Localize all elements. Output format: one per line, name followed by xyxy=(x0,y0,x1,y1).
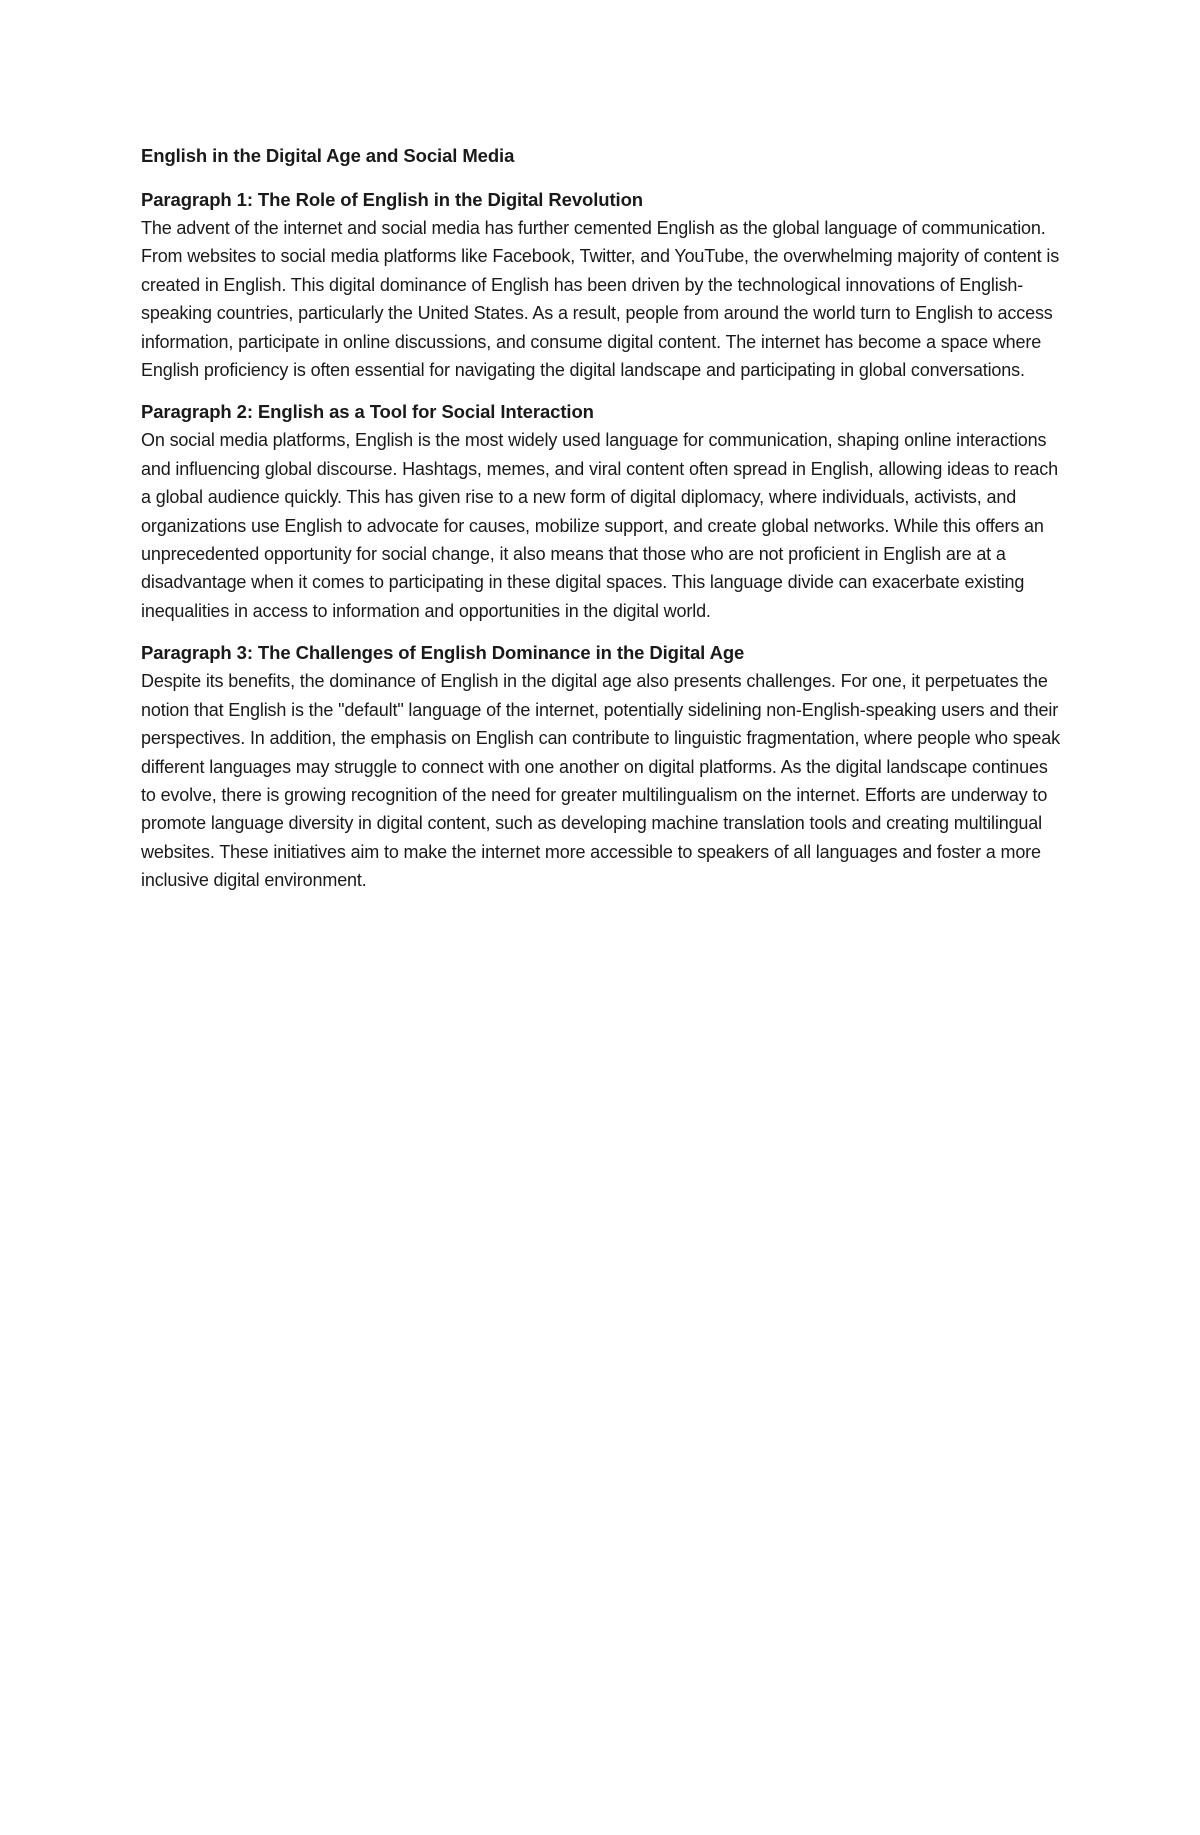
document-content xyxy=(141,142,1066,909)
section-2 xyxy=(141,398,1066,625)
section-heading: Paragraph 3: The Challenges of English Dominance in the Digital Age xyxy=(141,642,745,664)
section-body: On social media platforms, English is the most widely used language for communication, shaping online interactions and influencing global discourse. Hashtags, memes, and viral content often spread in English, allowing ideas to reach a global audience quickly. This has given rise to a new form of digital diplomacy, where individuals, activists, and organizations use English to advocate for causes, mobilize support, and create global networks. While this offers an unprecedented opportunity for social change, it also means that those who are not proficient in English are at a disadvantage when it comes to participating in these digital spaces. This language divide can exacerbate existing inequalities in access to information and opportunities in the digital world. xyxy=(141,430,1059,621)
section-body: The advent of the internet and social media has further cemented English as the global language of communication. From websites to social media platforms like Facebook, Twitter, and YouTube, the overwhelming majority of content is created in English. This digital dominance of English has been driven by the technological innovations of English-speaking countries, particularly the United States. As a result, people from around the world turn to English to access information, participate in online discussions, and consume digital content. The internet has become a space where English proficiency is often essential for navigating the digital landscape and participating in global conversations. xyxy=(141,218,1060,381)
document-title: English in the Digital Age and Social Media xyxy=(141,145,515,166)
section-heading: Paragraph 1: The Role of English in the Digital Revolution xyxy=(141,189,643,210)
section-3 xyxy=(141,639,1066,894)
section-1 xyxy=(141,186,1066,384)
section-body: Despite its benefits, the dominance of English in the digital age also presents challenges. For one, it perpetuates the notion that English is the "default" language of the internet, potentially sidelining non-English-speaking users and their perspectives. In addition, the emphasis on English can contribute to linguistic fragmentation, where people who speak different languages may struggle to connect with one another on digital platforms. As the digital landscape continues to evolve, there is growing recognition of the need for greater multilingualism on the internet. Efforts are underway to promote language diversity in digital content, such as developing machine translation tools and creating multilingual websites. These initiatives aim to make the internet more accessible to speakers of all languages and foster a more inclusive digital environment. xyxy=(141,671,1061,891)
section-heading: Paragraph 2: English as a Tool for Social Interaction xyxy=(141,401,594,423)
